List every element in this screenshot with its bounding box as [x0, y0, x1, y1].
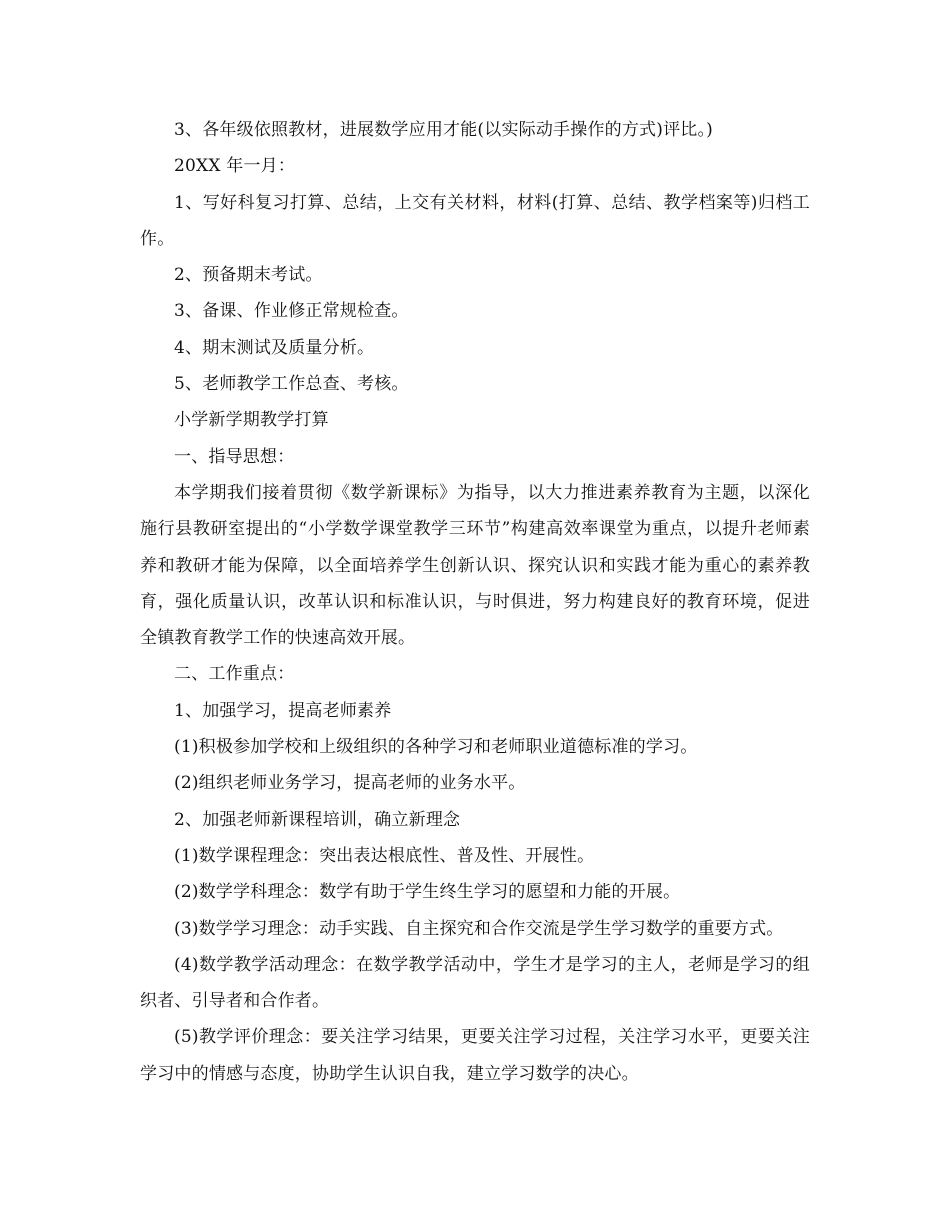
list-item-learning-concept: (3)数学学习理念：动手实践、自主探究和合作交流是学生学习数学的重要方式。 — [174, 918, 784, 939]
paragraph-final-test-analysis: 4、期末测试及质量分析。 — [174, 337, 375, 358]
list-item-participate-learning: (1)积极参加学校和上级组织的各种学习和老师职业道德标准的学习。 — [174, 737, 698, 758]
section-title-plan: 小学新学期教学打算 — [174, 410, 329, 431]
list-item-curriculum-concept: (1)数学课程理念：突出表达根底性、普及性、开展性。 — [174, 845, 595, 866]
subheading-new-curriculum-training: 2、加强老师新课程培训，确立新理念 — [174, 809, 461, 830]
paragraph-lesson-check: 3、备课、作业修正常规检查。 — [174, 301, 409, 322]
list-item-subject-concept: (2)数学学科理念：数学有助于学生终生学习的愿望和力能的开展。 — [174, 882, 681, 903]
paragraph-guiding-thought-body: 本学期我们接着贯彻《数学新课标》为指导，以大力推进素养教育为主题，以深化施行县教研室提出的“小学数学课堂教学三环节”构建高效率课堂为重点，以提升老师素养和教研才能为保障，以全面培养学生创新认识、探究认识和实践才能为重心的素养教育，强化质量认识，改革认识和标准认识，与时俱进，努力构建良好的教育环境，促进全镇教育教学工作的快速高效开展。 — [140, 482, 810, 649]
paragraph-review-plan: 1、写好科复习打算、总结，上交有关材料，材料(打算、总结、教学档案等)归档工作。 — [140, 192, 810, 249]
paragraph-grade-contest: 3、各年级依照教材，进展数学应用才能(以实际动手操作的方式)评比。) — [174, 120, 714, 140]
paragraph-january-heading: 20XX 年一月： — [174, 156, 296, 177]
document-page — [140, 112, 810, 1092]
heading-guiding-thought: 一、指导思想： — [174, 446, 295, 467]
list-item-business-learning: (2)组织老师业务学习，提高老师的业务水平。 — [174, 773, 526, 794]
paragraph-teacher-review: 5、老师教学工作总查、考核。 — [174, 374, 409, 395]
paragraph-final-exam-prep: 2、预备期末考试。 — [174, 265, 323, 286]
list-item-teaching-activity-concept: (4)数学教学活动理念：在数学教学活动中，学生才是学习的主人，老师是学习的组织者、引导者和合作者。 — [140, 954, 810, 1012]
list-item-evaluation-concept: (5)教学评价理念：要关注学习结果，更要关注学习过程，关注学习水平，更要关注学习中的情感与态度，协助学生认识自我，建立学习数学的决心。 — [140, 1027, 810, 1084]
heading-work-focus: 二、工作重点： — [174, 664, 295, 685]
subheading-strengthen-learning: 1、加强学习，提高老师素养 — [174, 700, 392, 721]
